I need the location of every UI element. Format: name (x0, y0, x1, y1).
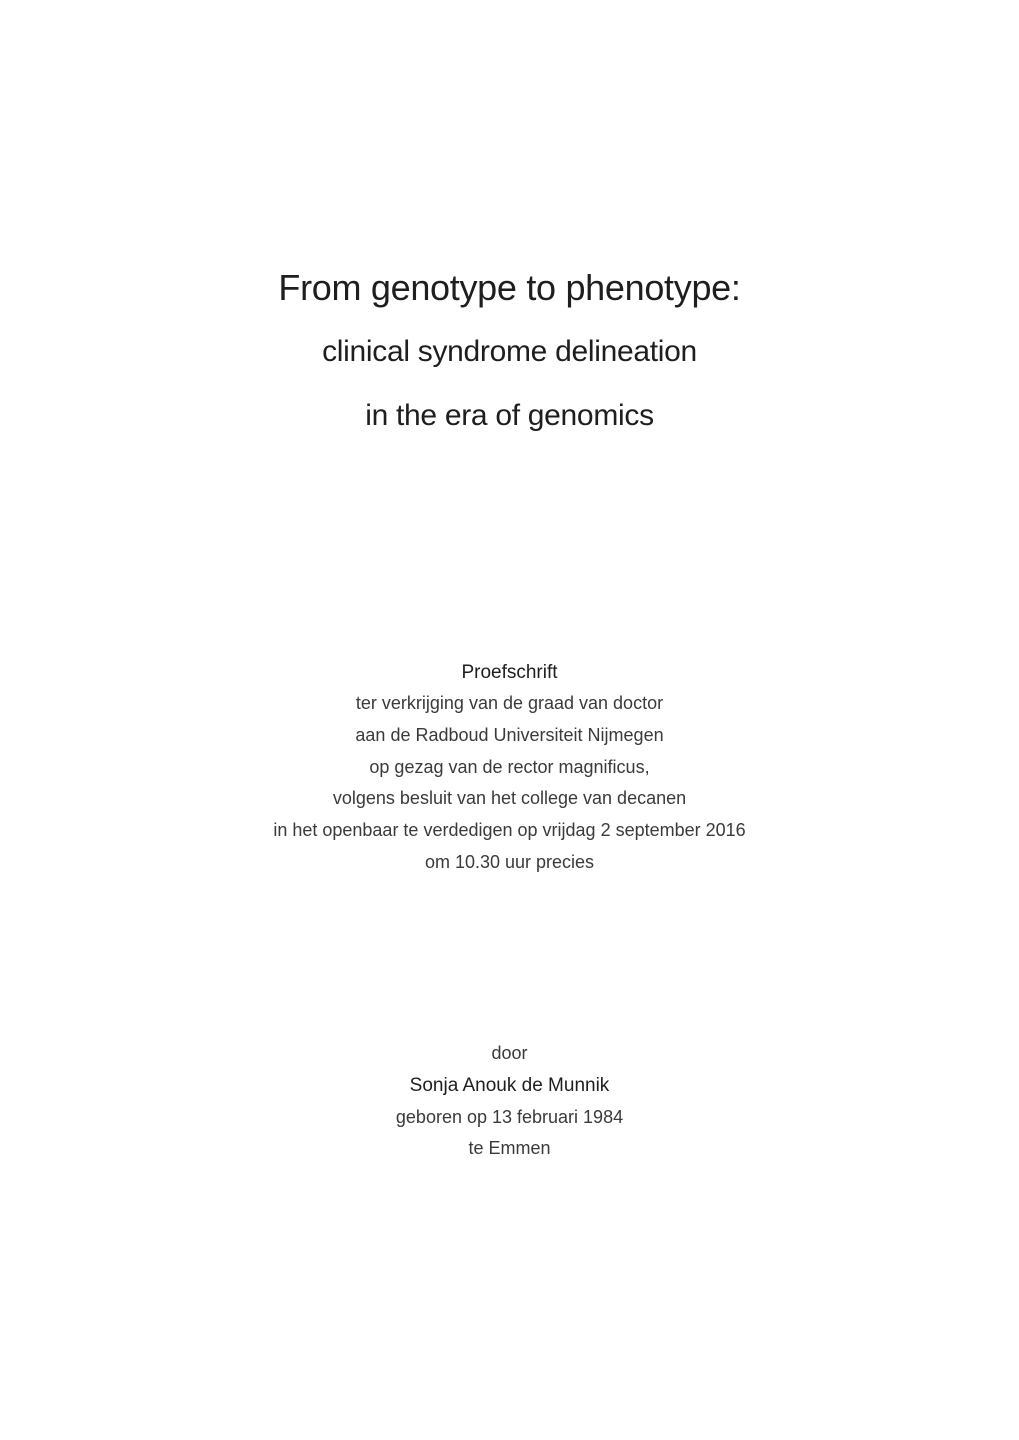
thesis-line: volgens besluit van het college van decanen (332, 788, 687, 809)
author-block (0, 1038, 1019, 1165)
thesis-heading: Proefschrift (461, 662, 558, 683)
thesis-line: om 10.30 uur precies (424, 851, 595, 872)
subtitle-line-2: in the era of genomics (365, 399, 654, 432)
thesis-line: ter verkrijging van de graad van doctor (355, 693, 664, 713)
thesis-line: op gezag van de rector magnificus, (369, 756, 650, 777)
author-birth-place: te Emmen (468, 1138, 551, 1159)
author-birth-date: geboren op 13 februari 1984 (395, 1106, 624, 1127)
thesis-statement (0, 658, 1019, 879)
subtitle-line-1: clinical syndrome delineation (322, 335, 697, 368)
page-title: From genotype to phenotype: (278, 267, 741, 308)
title-block (0, 262, 1019, 436)
thesis-line: in het openbaar te verdedigen op vrijdag 2 september 2016 (273, 820, 746, 841)
author-by-label: door (491, 1043, 528, 1063)
thesis-line: aan de Radboud Universiteit Nijmegen (355, 724, 664, 745)
author-name: Sonja Anouk de Munnik (409, 1074, 610, 1096)
